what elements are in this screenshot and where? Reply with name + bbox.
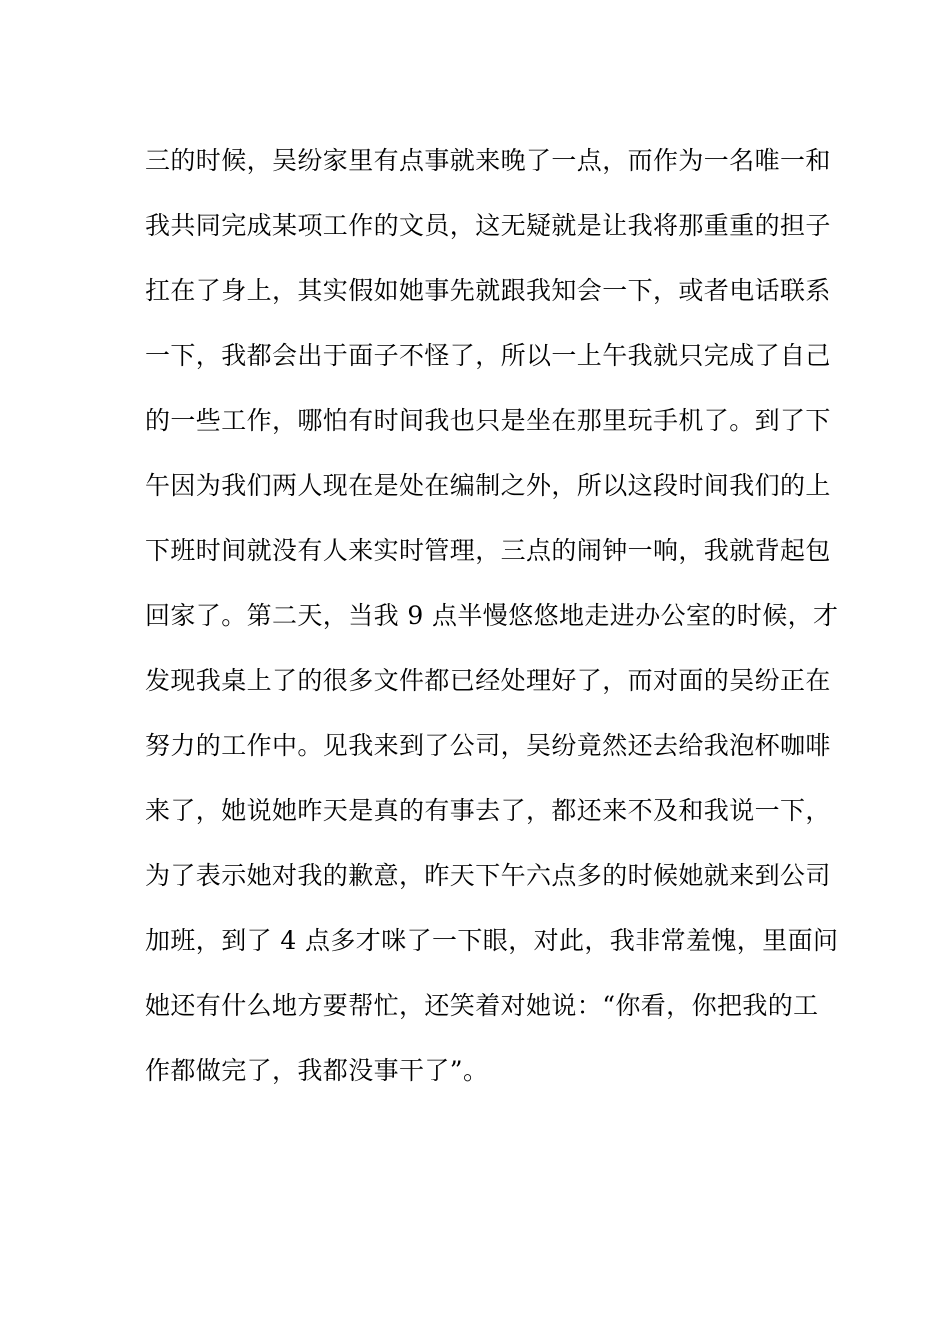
text-line: 下班时间就没有人来实时管理，三点的闹钟一响，我就背起包 (145, 536, 831, 565)
text-line: 午因为我们两人现在是处在编制之外，所以这段时间我们的上 (145, 471, 831, 500)
text-line: 她还有什么地方要帮忙，还笑着对她说：“你看，你把我的工 (145, 991, 819, 1020)
text-line: 一下，我都会出于面子不怪了，所以一上午我就只完成了自己 (145, 341, 831, 370)
text-line: 努力的工作中。见我来到了公司，吴纷竟然还去给我泡杯咖啡 (145, 731, 831, 760)
text-line: 我共同完成某项工作的文员，这无疑就是让我将那重重的担子 (145, 211, 831, 240)
text-line: 的一些工作，哪怕有时间我也只是坐在那里玩手机了。到了下 (145, 406, 831, 435)
text-line: 回家了。第二天，当我 9 点半慢悠悠地走进办公室的时候，才 (145, 601, 839, 630)
text-line: 加班，到了 4 点多才咪了一下眼，对此，我非常羞愧，里面问 (145, 926, 839, 955)
text-line: 来了，她说她昨天是真的有事去了，都还来不及和我说一下， (145, 796, 831, 825)
text-line: 三的时候，吴纷家里有点事就来晚了一点，而作为一名唯一和 (145, 146, 831, 175)
text-line: 发现我桌上了的很多文件都已经处理好了，而对面的吴纷正在 (145, 666, 831, 695)
text-line: 为了表示她对我的歉意，昨天下午六点多的时候她就来到公司 (145, 861, 831, 890)
text-line: 作都做完了，我都没事干了”。 (145, 1056, 489, 1085)
text-line: 扛在了身上，其实假如她事先就跟我知会一下，或者电话联系 (145, 276, 831, 305)
body-text (145, 128, 839, 1103)
